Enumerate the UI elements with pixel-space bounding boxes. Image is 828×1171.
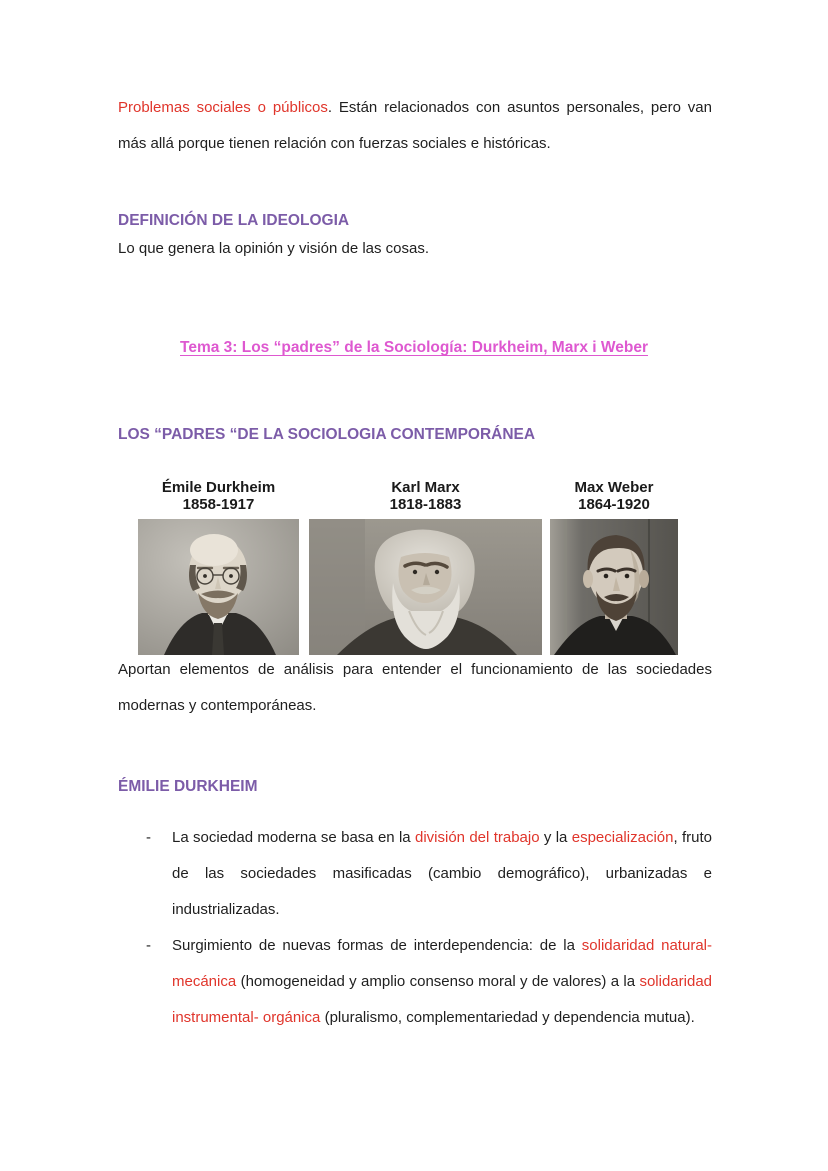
intro-rest: . Están relacionados con asuntos personales, pero van más allá porque tienen relación con fuerzas sociales e históricas. (118, 99, 712, 152)
ideology-heading: DEFINICIÓN DE LA IDEOLOGIA (118, 212, 350, 229)
bullet-1-red-especializacion: especialización (571, 829, 674, 846)
weber-portrait-image (550, 519, 678, 655)
figures-caption-paragraph: Aportan elementos de análisis para entender el funcionamiento de las sociedades modernas y contemporáneas. (118, 661, 712, 714)
bullet-marker: - (146, 829, 151, 846)
bullet-2-red-solidaridad-instrumental-organica: solidaridad instrumental- orgánica (172, 973, 712, 1026)
marx-portrait-image (309, 519, 542, 655)
durkheim-bullet-1 (146, 820, 712, 928)
caption-durkheim-years: 1858-1917 (182, 496, 255, 513)
weber-photo (550, 519, 678, 655)
bullet-1-red-division-del-trabajo: división del trabajo (414, 829, 540, 846)
padres-heading: LOS “PADRES “DE LA SOCIOLOGIA CONTEMPORÁNEA (118, 426, 536, 443)
bullet-2-part-3: (homogeneidad y amplio consenso moral y de valores) a la (236, 973, 640, 990)
caption-weber-name: Max Weber (574, 479, 654, 496)
caption-marx-name: Karl Marx (391, 479, 460, 496)
intro-paragraph (118, 90, 712, 162)
bullet-2-part-1: Surgimiento de nuevas formas de interdependencia: de la (172, 937, 582, 954)
bullet-2-part-5: (pluralismo, complementariedad y dependencia mutua). (320, 1009, 695, 1026)
durkheim-portrait-image (138, 519, 299, 655)
durkheim-heading: ÉMILIE DURKHEIM (118, 778, 258, 795)
durkheim-bullet-2 (146, 928, 712, 1036)
bullet-1-part-1: La sociedad moderna se basa en la (172, 829, 415, 846)
durkheim-bullet-1-text (172, 820, 712, 928)
bullet-1-part-5: , fruto de las sociedades masificadas (cambio demográfico), urbanizadas e industrializadas. (172, 829, 712, 918)
caption-weber (550, 479, 678, 513)
caption-marx-years: 1818-1883 (389, 496, 462, 513)
tema3-title (0, 338, 828, 358)
tema3-title-text: Tema 3: Los “padres” de la Sociología: Durkheim, Marx i Weber (180, 339, 648, 356)
ideology-body: Lo que genera la opinión y visión de las cosas. (118, 240, 430, 257)
caption-durkheim (138, 479, 299, 513)
durkheim-bullet-2-text (172, 928, 712, 1036)
caption-marx (309, 479, 542, 513)
durkheim-photo (138, 519, 299, 655)
bullet-2-red-solidaridad-natural-mecanica: solidaridad natural- mecánica (172, 937, 712, 990)
intro-red-lead: Problemas sociales o públicos (118, 99, 328, 116)
caption-weber-years: 1864-1920 (578, 496, 650, 513)
bullet-marker: - (146, 937, 151, 954)
marx-photo (309, 519, 542, 655)
bullet-1-part-3: y la (539, 829, 572, 846)
caption-durkheim-name: Émile Durkheim (161, 479, 276, 496)
